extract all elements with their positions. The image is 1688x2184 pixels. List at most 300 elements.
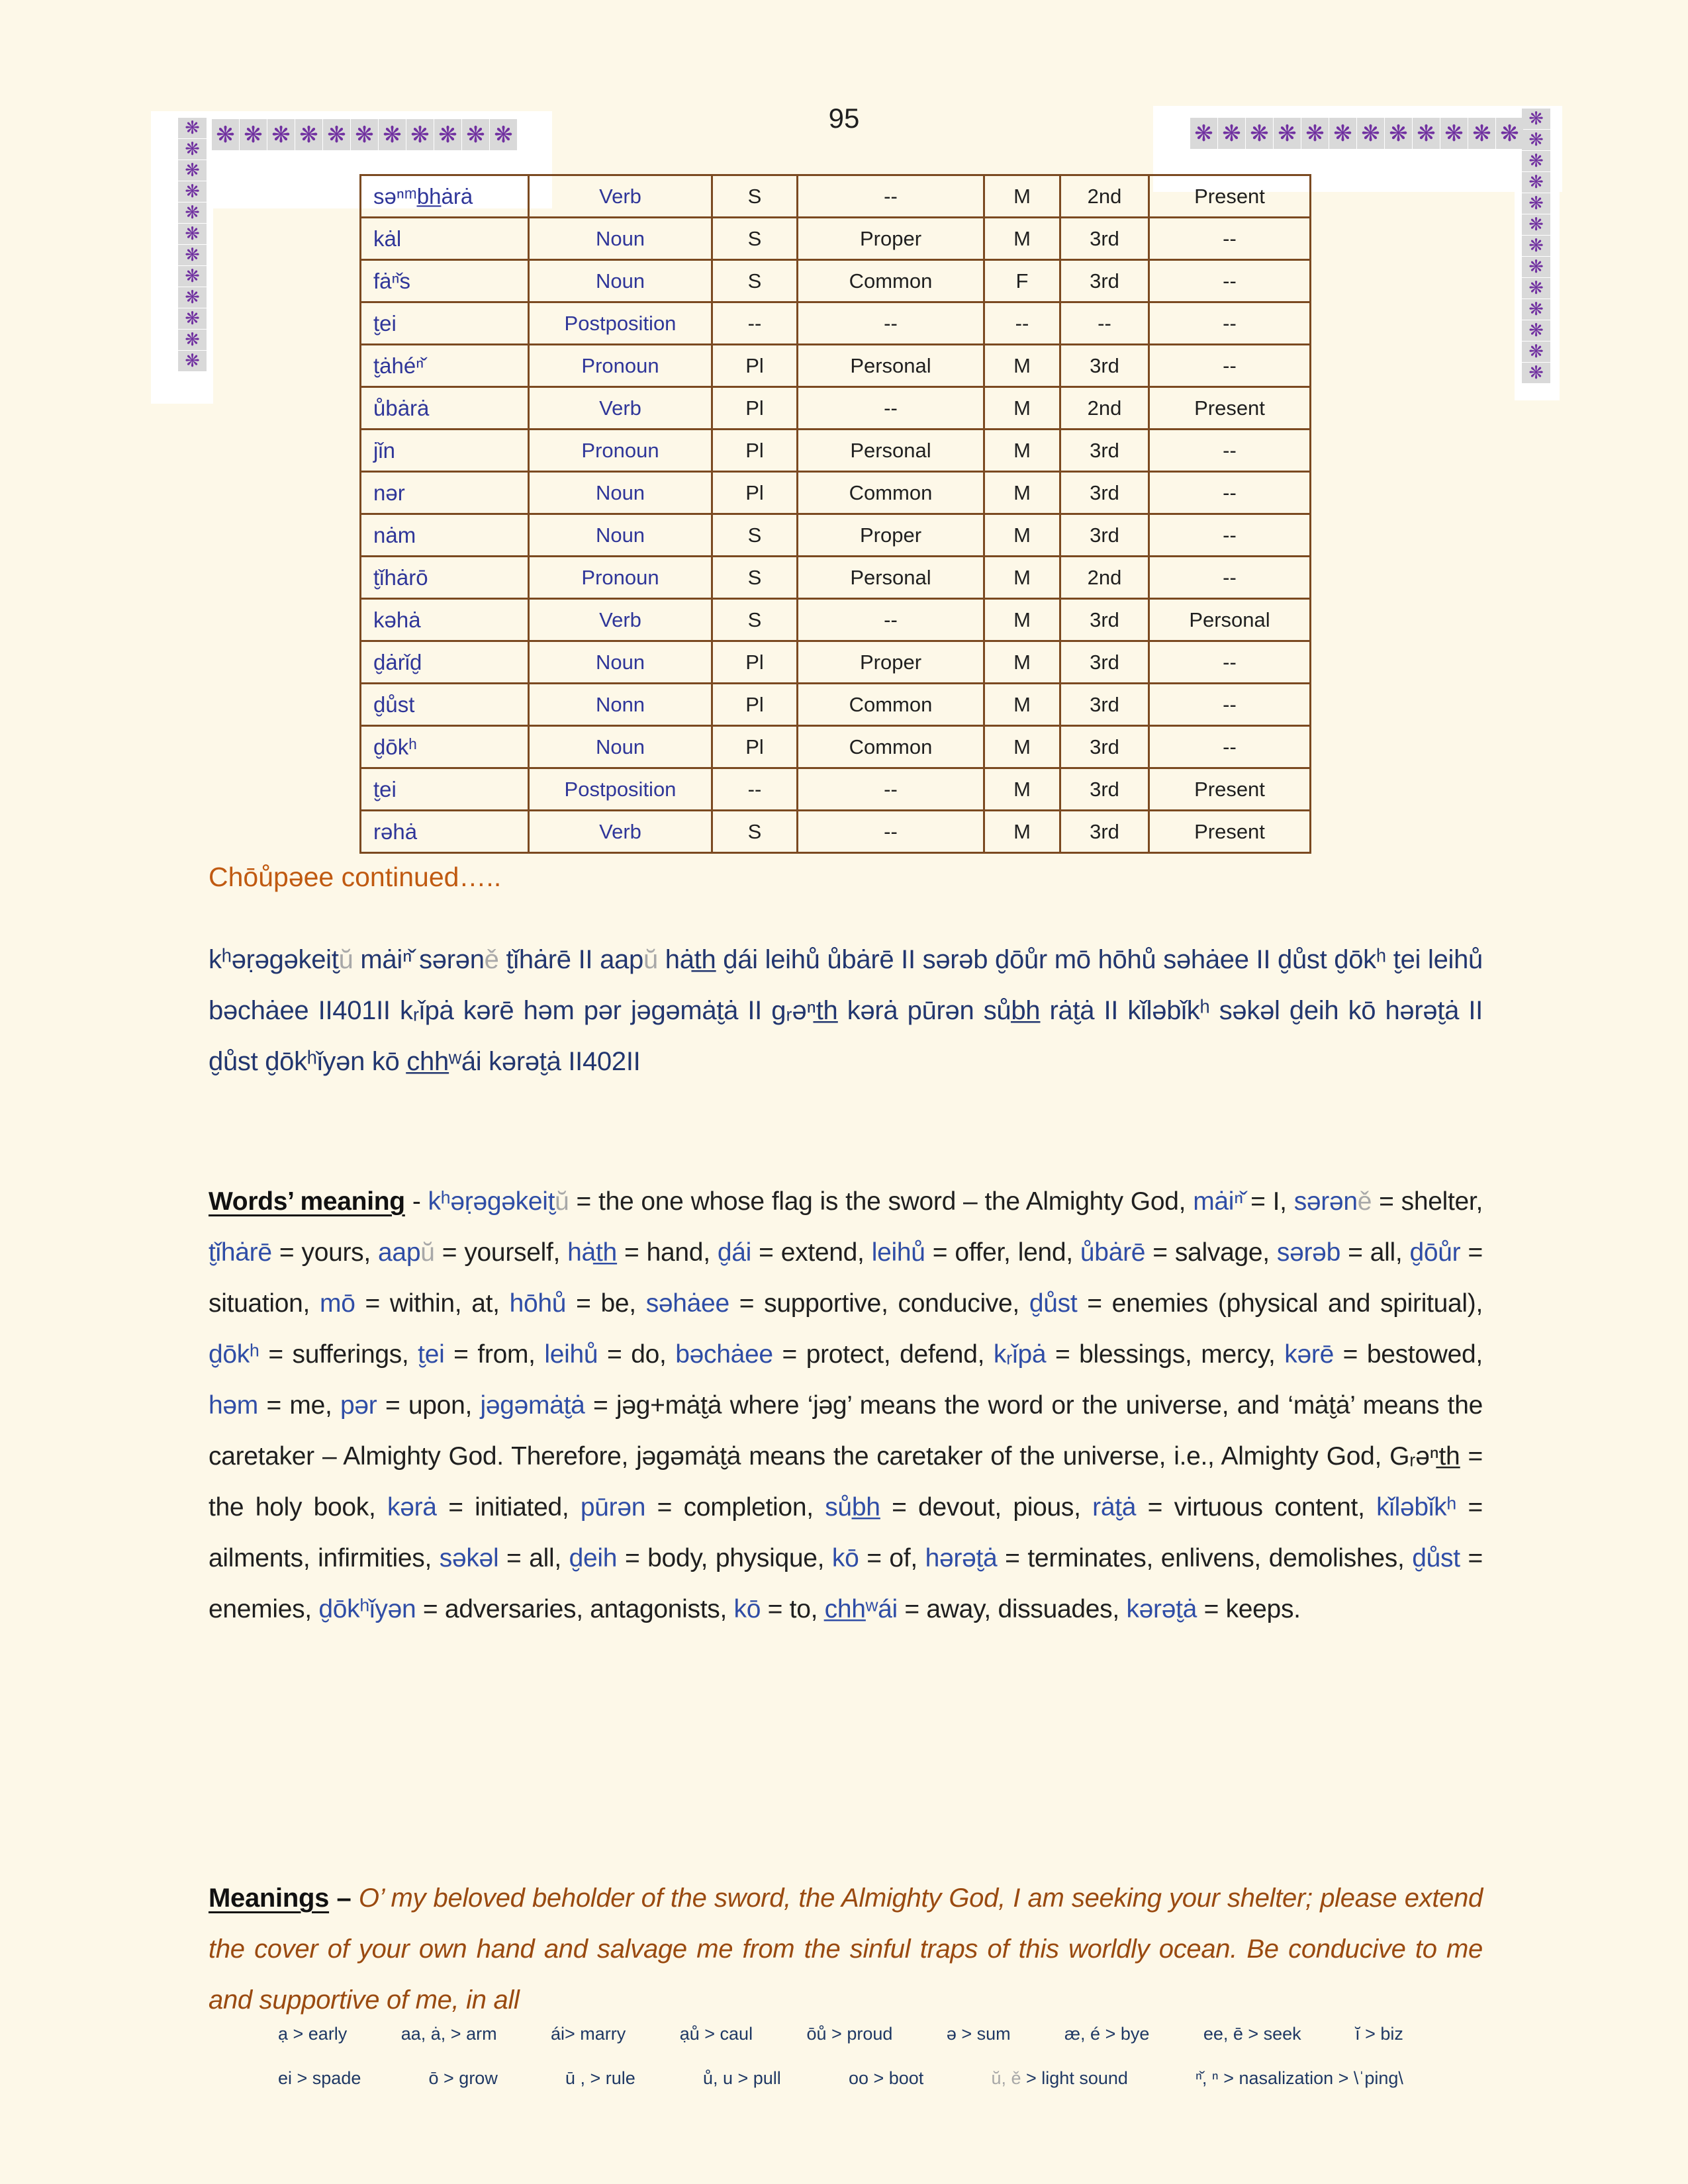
table-cell: -- — [798, 302, 984, 345]
meanings-text: O’ my beloved beholder of the sword, the Almighty God, I am seeking your shelter; please extend the cover of your own hand and salvage me from the sinful traps of this worldly ocean. Be conducive to me and supportive of me, in all — [209, 1884, 1483, 2015]
table-cell: Common — [798, 472, 984, 514]
text-segment: bəchȧee — [675, 1340, 773, 1369]
text-segment: ů, u > pull — [702, 2068, 781, 2088]
text-segment: = me, — [258, 1391, 340, 1420]
table-cell: -- — [798, 811, 984, 853]
table-cell: -- — [1149, 218, 1311, 260]
flower-icon: ❋ — [351, 119, 378, 150]
text-segment: = jəg+mȧt̮ȧ where ‘jəg’ means the word or the universe, and ‘mȧt̮ȧ’ means the caretaker – Almighty God. Therefore, jəgəmȧt̮ȧ means the caretaker of the universe, i.e., Almighty God, Gᵣəⁿt̲h̲ = the holy book, — [209, 1391, 1483, 1522]
flower-icon: ❋ — [178, 245, 207, 265]
table-row — [361, 514, 1311, 557]
text-segment: rȧt̮ȧ — [1092, 1493, 1137, 1522]
flower-icon: ❋ — [178, 287, 207, 308]
table-cell: -- — [1149, 684, 1311, 726]
text-segment: = blessings, mercy, — [1046, 1340, 1285, 1369]
table-cell: -- — [1149, 641, 1311, 684]
table-cell: S — [712, 599, 798, 641]
flower-icon: ❋ — [178, 160, 207, 181]
table-cell: -- — [1149, 430, 1311, 472]
table-cell: -- — [1060, 302, 1149, 345]
text-segment: = devout, pious, — [880, 1493, 1093, 1522]
text-segment: mō — [320, 1289, 355, 1318]
table-cell: Noun — [529, 726, 712, 768]
text-segment: kō — [733, 1595, 761, 1623]
text-segment: æ, é > bye — [1064, 2024, 1150, 2044]
text-segment: d̮ōkʰ — [209, 1340, 259, 1369]
table-row — [361, 726, 1311, 768]
table-cell: kəhȧ — [361, 599, 529, 641]
flower-icon: ❋ — [1522, 299, 1550, 320]
table-row — [361, 684, 1311, 726]
text-segment: = body, physique, — [617, 1544, 832, 1572]
flower-icon: ❋ — [490, 119, 517, 150]
table-cell: fȧⁿ̌s — [361, 260, 529, 302]
text-segment: = enemies, — [209, 1544, 1483, 1623]
text-segment: = yourself, — [434, 1238, 568, 1267]
text-segment: hȧt̲h̲ d̮ái leihů ůbȧrē II sərəb d̮ōůr mō hōhů səhȧee II d̮ůst d̮ōkʰ t̮ei leihů bəchȧee II401II kᵣǐpȧ kərē həm pər jəgəmȧt̮ȧ II gᵣəⁿt̲h̲ kərȧ pūrən sůb̲h̲ rȧt̮ȧ II kǐləbǐkʰ səkəl d̮eih kō hərət̮ȧ II d̮ůst d̮ōkʰǐyən kō c̲h̲h̲ʷái kərət̮ȧ II402II — [209, 945, 1483, 1076]
flower-icon: ❋ — [1522, 214, 1550, 235]
table-cell: M — [984, 599, 1060, 641]
text-segment: ŭ — [555, 1187, 569, 1216]
text-segment: səhȧee — [645, 1289, 729, 1318]
pronunciation-entry — [278, 2068, 361, 2089]
text-segment: ě — [1357, 1187, 1372, 1216]
text-segment: kərət̮ȧ — [1126, 1595, 1197, 1623]
table-cell: Noun — [529, 641, 712, 684]
text-segment: pər — [340, 1391, 377, 1420]
table-cell: Noun — [529, 514, 712, 557]
table-row — [361, 557, 1311, 599]
flower-icon: ❋ — [462, 119, 489, 150]
text-segment: ŭ — [643, 945, 658, 974]
text-segment: = all, — [1340, 1238, 1410, 1267]
flower-icon: ❋ — [379, 119, 406, 150]
table-cell: -- — [1149, 472, 1311, 514]
table-cell: ůbȧrȧ — [361, 387, 529, 430]
text-segment: ee, ē > seek — [1203, 2024, 1301, 2044]
table-cell: Pl — [712, 387, 798, 430]
table-cell: 3rd — [1060, 726, 1149, 768]
text-segment: = offer, lend, — [925, 1238, 1080, 1267]
table-cell: M — [984, 684, 1060, 726]
text-segment: kʰəṛəgəkeit̮ — [209, 945, 339, 974]
table-row — [361, 260, 1311, 302]
table-cell: Present — [1149, 811, 1311, 853]
flower-icon: ❋ — [212, 119, 239, 150]
flower-icon: ❋ — [1522, 151, 1550, 171]
table-cell: S — [712, 557, 798, 599]
table-cell: -- — [1149, 260, 1311, 302]
text-segment: ei > spade — [278, 2068, 361, 2088]
table-cell: 3rd — [1060, 430, 1149, 472]
text-segment: = I, — [1243, 1187, 1294, 1216]
table-cell: Proper — [798, 641, 984, 684]
text-segment: = keeps. — [1197, 1595, 1301, 1623]
text-segment: hōhů — [509, 1289, 567, 1318]
table-row — [361, 175, 1311, 218]
text-segment: d̮eih — [569, 1544, 618, 1572]
text-segment: = the one whose flag is the sword – the Almighty God, — [569, 1187, 1194, 1216]
pronunciation-entry — [551, 2024, 626, 2044]
table-row — [361, 387, 1311, 430]
pronunciation-entry — [1355, 2024, 1403, 2044]
table-cell: M — [984, 811, 1060, 853]
flower-icon: ❋ — [1218, 118, 1245, 149]
table-cell: 3rd — [1060, 641, 1149, 684]
table-cell: S — [712, 260, 798, 302]
verse-text — [209, 934, 1483, 1087]
table-cell: Nonn — [529, 684, 712, 726]
table-cell: Pl — [712, 641, 798, 684]
table-cell: 2nd — [1060, 387, 1149, 430]
text-segment: = initiated, — [436, 1493, 581, 1522]
flower-icon: ❋ — [267, 119, 295, 150]
table-cell: Verb — [529, 599, 712, 641]
pronunciation-entry — [278, 2024, 347, 2044]
text-segment: ō > grow — [428, 2068, 498, 2088]
table-cell: S — [712, 811, 798, 853]
grammar-table-body — [361, 175, 1311, 853]
text-segment: ŭ — [338, 945, 353, 974]
table-cell: S — [712, 514, 798, 557]
page-number: 95 — [828, 103, 860, 134]
table-cell: Personal — [798, 430, 984, 472]
table-cell: -- — [984, 302, 1060, 345]
table-cell: Common — [798, 260, 984, 302]
text-segment: = protect, defend, — [773, 1340, 994, 1369]
table-cell: -- — [1149, 514, 1311, 557]
text-segment: = do, — [598, 1340, 676, 1369]
table-cell: M — [984, 175, 1060, 218]
text-segment: = virtuous content, — [1136, 1493, 1377, 1522]
table-cell: Verb — [529, 387, 712, 430]
flower-icon: ❋ — [178, 266, 207, 287]
table-cell: -- — [798, 599, 984, 641]
flower-icon: ❋ — [1522, 109, 1550, 129]
table-cell: -- — [1149, 345, 1311, 387]
table-cell: M — [984, 641, 1060, 684]
text-segment: leihů — [544, 1340, 598, 1369]
flower-icon: ❋ — [1190, 118, 1217, 149]
text-segment: d̮ōůr — [1409, 1238, 1461, 1267]
text-segment: ə > sum — [946, 2024, 1011, 2044]
table-cell: 3rd — [1060, 768, 1149, 811]
text-segment: mȧiⁿ̌ — [1193, 1187, 1244, 1216]
flower-icon: ❋ — [1496, 118, 1523, 149]
meanings-dash: – — [329, 1884, 359, 1913]
text-segment: = from, — [444, 1340, 545, 1369]
flower-icon: ❋ — [1522, 172, 1550, 193]
flower-icon: ❋ — [1301, 118, 1329, 149]
table-cell: Pl — [712, 345, 798, 387]
table-cell: Common — [798, 684, 984, 726]
table-cell: Proper — [798, 514, 984, 557]
table-row — [361, 302, 1311, 345]
text-segment: t̮ei — [418, 1340, 445, 1369]
pronunciation-entry — [849, 2068, 923, 2089]
text-segment: sərən — [1293, 1187, 1358, 1216]
table-cell: Present — [1149, 387, 1311, 430]
table-cell: Pl — [712, 472, 798, 514]
flower-icon: ❋ — [178, 203, 207, 223]
text-segment: = salvage, — [1145, 1238, 1277, 1267]
text-segment: kǐləbǐkʰ — [1376, 1493, 1457, 1522]
text-segment: ⁿ̌, ⁿ > nasalization > \ˈping\ — [1196, 2068, 1403, 2088]
table-row — [361, 641, 1311, 684]
flower-icon: ❋ — [1413, 118, 1440, 149]
table-cell: M — [984, 557, 1060, 599]
table-cell: d̮ȧrǐd̮ — [361, 641, 529, 684]
table-cell: Pl — [712, 684, 798, 726]
table-cell: Present — [1149, 768, 1311, 811]
table-cell: Personal — [798, 345, 984, 387]
text-segment: = all, — [498, 1544, 569, 1572]
text-segment: kʰəṛəgəkeit̮ — [428, 1187, 555, 1216]
pronunciation-guide-row-2 — [278, 2068, 1403, 2089]
text-segment: d̮ůst — [1412, 1544, 1460, 1572]
text-segment: = completion, — [645, 1493, 825, 1522]
table-cell: d̮ůst — [361, 684, 529, 726]
words-meaning-label: Words’ meaning — [209, 1187, 405, 1216]
pronunciation-entry — [991, 2068, 1127, 2089]
meanings-label: Meanings — [209, 1884, 330, 1913]
text-segment: oo > boot — [848, 2068, 924, 2088]
table-cell: Pronoun — [529, 430, 712, 472]
text-segment: mȧiⁿ̌ sərən — [353, 945, 485, 974]
text-segment: ạů > caul — [679, 2024, 753, 2044]
text-segment: aap — [378, 1238, 421, 1267]
text-segment: ůbȧrē — [1080, 1238, 1146, 1267]
table-cell: Personal — [1149, 599, 1311, 641]
pronunciation-guide-row-1 — [278, 2024, 1403, 2044]
table-cell: kȧl — [361, 218, 529, 260]
flower-icon: ❋ — [1522, 257, 1550, 277]
text-segment: həm — [209, 1391, 258, 1420]
flower-icon: ❋ — [178, 330, 207, 350]
text-segment: kō — [831, 1544, 859, 1572]
table-cell: -- — [1149, 726, 1311, 768]
ornament-border-right — [1522, 109, 1550, 384]
flower-icon: ❋ — [178, 351, 207, 371]
table-row — [361, 218, 1311, 260]
table-cell: Postposition — [529, 768, 712, 811]
table-cell: M — [984, 768, 1060, 811]
table-row — [361, 768, 1311, 811]
text-segment: t̮ǐhȧrē — [209, 1238, 272, 1267]
text-segment: pūrən — [580, 1493, 646, 1522]
table-cell: jǐn — [361, 430, 529, 472]
text-segment: leihů — [871, 1238, 925, 1267]
table-cell: t̮ǐhȧrō — [361, 557, 529, 599]
table-cell: -- — [712, 768, 798, 811]
table-cell: M — [984, 472, 1060, 514]
text-segment: d̮ůst — [1029, 1289, 1078, 1318]
flower-icon: ❋ — [1440, 118, 1468, 149]
flower-icon: ❋ — [434, 119, 461, 150]
text-segment: ạ > early — [278, 2024, 348, 2044]
text-segment: sůb̲h̲ — [825, 1493, 880, 1522]
flower-icon: ❋ — [178, 139, 207, 159]
table-cell: Noun — [529, 218, 712, 260]
meanings-paragraph — [209, 1873, 1483, 2026]
text-segment: sərəb — [1276, 1238, 1340, 1267]
table-cell: M — [984, 218, 1060, 260]
text-segment: kərȧ — [387, 1493, 437, 1522]
flower-icon: ❋ — [295, 119, 322, 150]
table-cell: S — [712, 218, 798, 260]
flower-icon: ❋ — [1522, 130, 1550, 150]
table-row — [361, 811, 1311, 853]
text-segment: > light sound — [1021, 2068, 1128, 2088]
text-segment: = away, dissuades, — [897, 1595, 1127, 1623]
table-cell: Pronoun — [529, 557, 712, 599]
table-cell: M — [984, 345, 1060, 387]
table-row — [361, 472, 1311, 514]
text-segment: c̲h̲h̲ʷái — [824, 1595, 898, 1623]
table-cell: 3rd — [1060, 514, 1149, 557]
text-segment: = within, at, — [355, 1289, 510, 1318]
ornament-border-top-right — [1190, 118, 1524, 149]
text-segment: hərət̮ȧ — [925, 1544, 998, 1572]
text-segment: ě — [484, 945, 499, 974]
ornament-border-left — [178, 118, 207, 372]
text-segment: - — [404, 1187, 428, 1216]
text-segment: d̮ái — [717, 1238, 752, 1267]
flower-icon: ❋ — [1385, 118, 1412, 149]
flower-icon: ❋ — [1522, 278, 1550, 298]
pronunciation-entry — [680, 2024, 753, 2044]
text-segment: ōů > proud — [806, 2024, 893, 2044]
pronunciation-entry — [947, 2024, 1011, 2044]
pronunciation-entry — [1203, 2024, 1301, 2044]
table-cell: Postposition — [529, 302, 712, 345]
table-cell: Proper — [798, 218, 984, 260]
pronunciation-entry — [1196, 2068, 1403, 2089]
text-segment: hȧt̲h̲ — [567, 1238, 617, 1267]
table-cell: t̮ei — [361, 768, 529, 811]
table-cell: Verb — [529, 175, 712, 218]
text-segment: ŭ, ě — [991, 2068, 1021, 2088]
table-cell: 3rd — [1060, 472, 1149, 514]
table-row — [361, 345, 1311, 387]
text-segment: ū , > rule — [565, 2068, 635, 2088]
table-cell: -- — [798, 175, 984, 218]
table-cell: 3rd — [1060, 811, 1149, 853]
table-cell: 2nd — [1060, 175, 1149, 218]
pronunciation-entry — [429, 2068, 498, 2089]
table-cell: d̮ōkʰ — [361, 726, 529, 768]
text-segment: = upon, — [377, 1391, 481, 1420]
table-cell: M — [984, 387, 1060, 430]
text-segment: = terminates, enlivens, demolishes, — [997, 1544, 1413, 1572]
table-cell: Present — [1149, 175, 1311, 218]
flower-icon: ❋ — [1357, 118, 1384, 149]
table-cell: M — [984, 726, 1060, 768]
table-cell: -- — [1149, 302, 1311, 345]
flower-icon: ❋ — [1522, 236, 1550, 256]
table-cell: -- — [712, 302, 798, 345]
text-segment: = supportive, conducive, — [729, 1289, 1029, 1318]
text-segment: səkəl — [439, 1544, 499, 1572]
flower-icon: ❋ — [1329, 118, 1356, 149]
text-segment: = shelter, — [1372, 1187, 1483, 1216]
table-cell: M — [984, 514, 1060, 557]
table-cell: Personal — [798, 557, 984, 599]
table-cell: M — [984, 430, 1060, 472]
text-segment: = situation, — [209, 1238, 1483, 1318]
text-segment: = extend, — [751, 1238, 872, 1267]
table-cell: t̮ȧhéⁿ̌ — [361, 345, 529, 387]
text-segment: = enemies (physical and spiritual), — [1077, 1289, 1483, 1318]
table-cell: S — [712, 175, 798, 218]
flower-icon: ❋ — [1522, 193, 1550, 214]
text-segment: = hand, — [616, 1238, 718, 1267]
table-cell: səⁿᵐb̲h̲ȧrȧ — [361, 175, 529, 218]
flower-icon: ❋ — [1522, 320, 1550, 341]
pronunciation-entry — [1064, 2024, 1149, 2044]
table-cell: 3rd — [1060, 218, 1149, 260]
table-cell: nȧm — [361, 514, 529, 557]
flower-icon: ❋ — [323, 119, 350, 150]
table-cell: 3rd — [1060, 684, 1149, 726]
table-cell: nər — [361, 472, 529, 514]
pronunciation-entry — [401, 2024, 497, 2044]
words-meaning-text — [209, 1187, 1483, 1623]
table-cell: Noun — [529, 472, 712, 514]
text-segment: ĭ > biz — [1355, 2024, 1403, 2044]
table-cell: -- — [798, 387, 984, 430]
table-cell: 3rd — [1060, 599, 1149, 641]
table-cell: Pl — [712, 430, 798, 472]
table-cell: F — [984, 260, 1060, 302]
text-segment: = bestowed, — [1333, 1340, 1483, 1369]
text-segment: = yours, — [271, 1238, 379, 1267]
flower-icon: ❋ — [240, 119, 267, 150]
flower-icon: ❋ — [178, 224, 207, 244]
flower-icon: ❋ — [178, 308, 207, 329]
pronunciation-entry — [565, 2068, 635, 2089]
table-cell: 2nd — [1060, 557, 1149, 599]
text-segment: = be, — [566, 1289, 646, 1318]
text-segment: = adversaries, antagonists, — [416, 1595, 734, 1623]
ornament-border-top-left — [212, 119, 518, 150]
flower-icon: ❋ — [178, 181, 207, 202]
flower-icon: ❋ — [1468, 118, 1495, 149]
section-heading: Chōůpəee continued….. — [209, 862, 502, 892]
table-cell: Verb — [529, 811, 712, 853]
text-segment: t̮ǐhȧrē II aap — [498, 945, 643, 974]
table-cell: Noun — [529, 260, 712, 302]
pronunciation-entry — [807, 2024, 893, 2044]
text-segment: = to, — [761, 1595, 825, 1623]
flower-icon: ❋ — [1274, 118, 1301, 149]
text-segment: = of, — [859, 1544, 925, 1572]
text-segment: kərē — [1284, 1340, 1334, 1369]
table-cell: Common — [798, 726, 984, 768]
flower-icon: ❋ — [178, 118, 207, 138]
table-row — [361, 430, 1311, 472]
table-row — [361, 599, 1311, 641]
words-meaning-paragraph — [209, 1176, 1483, 1635]
table-cell: Pronoun — [529, 345, 712, 387]
text-segment: d̮ōkʰǐyən — [318, 1595, 416, 1623]
text-segment: jəgəmȧt̮ȧ — [480, 1391, 585, 1420]
flower-icon: ❋ — [1246, 118, 1273, 149]
grammar-analysis-table — [359, 174, 1311, 854]
flower-icon: ❋ — [1522, 363, 1550, 383]
table-cell: 3rd — [1060, 345, 1149, 387]
text-segment: = ailments, infirmities, — [209, 1493, 1483, 1572]
